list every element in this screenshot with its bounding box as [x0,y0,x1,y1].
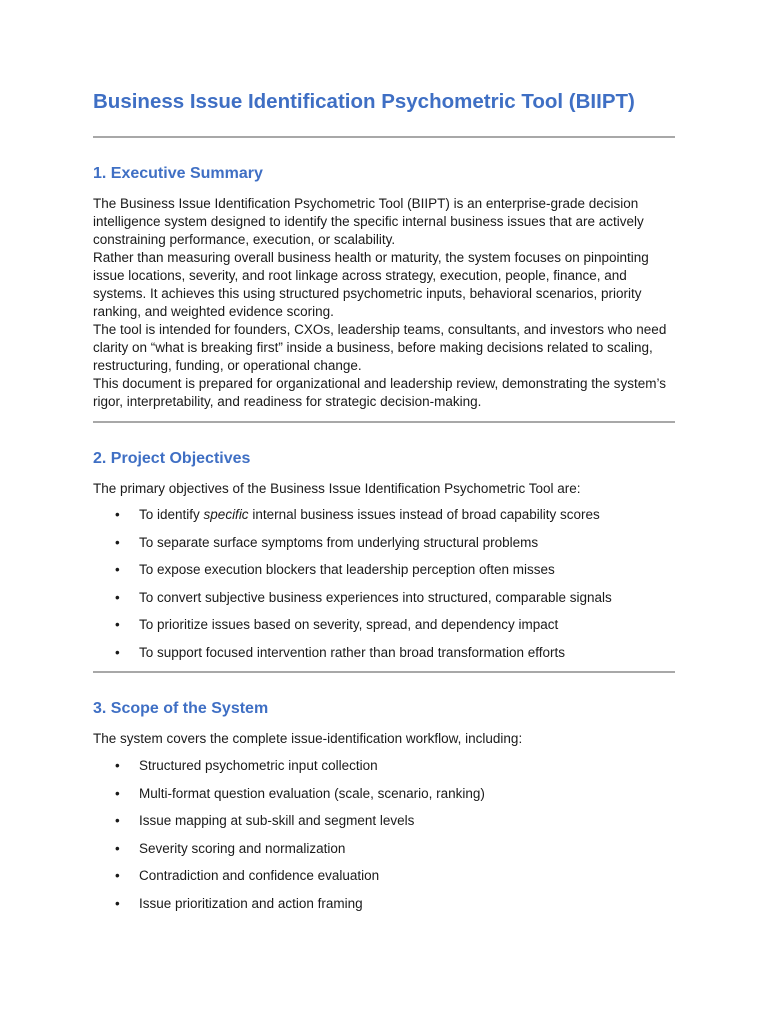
executive-summary-paragraph: The tool is intended for founders, CXOs, leadership teams, consultants, and investors who need clarity on “what is breaking first” inside a business, before making decisions related to scaling, restructuring, funding, or operational change. [93,322,667,373]
list-item-text: Multi-format question evaluation (scale, scenario, ranking) [139,785,485,801]
bullet-icon: • [115,507,120,522]
bullet-icon: • [115,895,120,911]
executive-summary-paragraph: The Business Issue Identification Psychometric Tool (BIIPT) is an enterprise-grade decision intelligence system designed to identify the specific internal business issues that are actively constraining performance, execution, or scalability. [93,196,644,247]
list-item [93,757,675,775]
bullet-icon: • [115,617,120,633]
list-item [93,506,675,524]
executive-summary-paragraph: Rather than measuring overall business health or maturity, the system focuses on pinpointing issue locations, severity, and root linkage across strategy, execution, people, finance, and systems. It achieves this using structured psychometric inputs, behavioral scenarios, priority ranking, and weighted evidence scoring. [93,250,649,319]
list-item-text: To support focused intervention rather than broad transformation efforts [139,644,565,660]
list-item-emphasis: specific [203,507,249,522]
list-item [93,589,675,607]
section-divider [93,421,675,423]
list-item-text: Issue mapping at sub-skill and segment levels [139,813,415,829]
scope-list [93,757,675,913]
list-item [93,616,675,634]
list-item-text: To convert subjective business experiences into structured, comparable signals [139,589,612,605]
list-item-text: Contradiction and confidence evaluation [139,868,380,884]
list-item [93,895,675,913]
list-item [93,534,675,552]
list-item-text: To prioritize issues based on severity, spread, and dependency impact [139,617,559,633]
list-item [93,644,675,662]
section-heading-executive-summary: 1. Executive Summary [93,165,263,182]
bullet-icon: • [115,534,120,550]
bullet-icon: • [115,813,120,829]
list-item-text: Issue prioritization and action framing [139,895,363,911]
bullet-icon: • [115,840,120,856]
list-item-text: To expose execution blockers that leadership perception often misses [139,562,555,578]
list-item [93,785,675,803]
list-item [93,867,675,885]
section-heading-scope: 3. Scope of the System [93,699,269,717]
bullet-icon: • [115,562,120,578]
bullet-icon: • [115,644,120,660]
document-title: Business Issue Identification Psychometric Tool (BIIPT) [93,90,635,113]
section-heading-project-objectives: 2. Project Objectives [93,450,251,467]
section-divider [93,671,675,673]
bullet-icon: • [115,785,120,801]
list-item [93,812,675,830]
project-objectives-intro: The primary objectives of the Business Issue Identification Psychometric Tool are: [93,481,581,496]
list-item-text-start: To identify [139,507,204,522]
executive-summary-paragraph: This document is prepared for organizational and leadership review, demonstrating the system’s rigor, interpretability, and readiness for strategic decision-making. [93,376,667,409]
bullet-icon: • [115,757,120,773]
list-item [93,561,675,579]
scope-intro: The system covers the complete issue-identification workflow, including: [93,730,523,746]
project-objectives-list [93,506,675,662]
list-item-text: To separate surface symptoms from underlying structural problems [139,534,539,550]
bullet-icon: • [115,589,120,605]
list-item [93,840,675,858]
list-item-text-end: internal business issues instead of broad capability scores [248,507,600,522]
list-item-text: Structured psychometric input collection [139,757,378,773]
bullet-icon: • [115,868,120,884]
title-divider [93,136,675,138]
list-item-text: Severity scoring and normalization [139,840,346,856]
document-page [93,88,675,913]
